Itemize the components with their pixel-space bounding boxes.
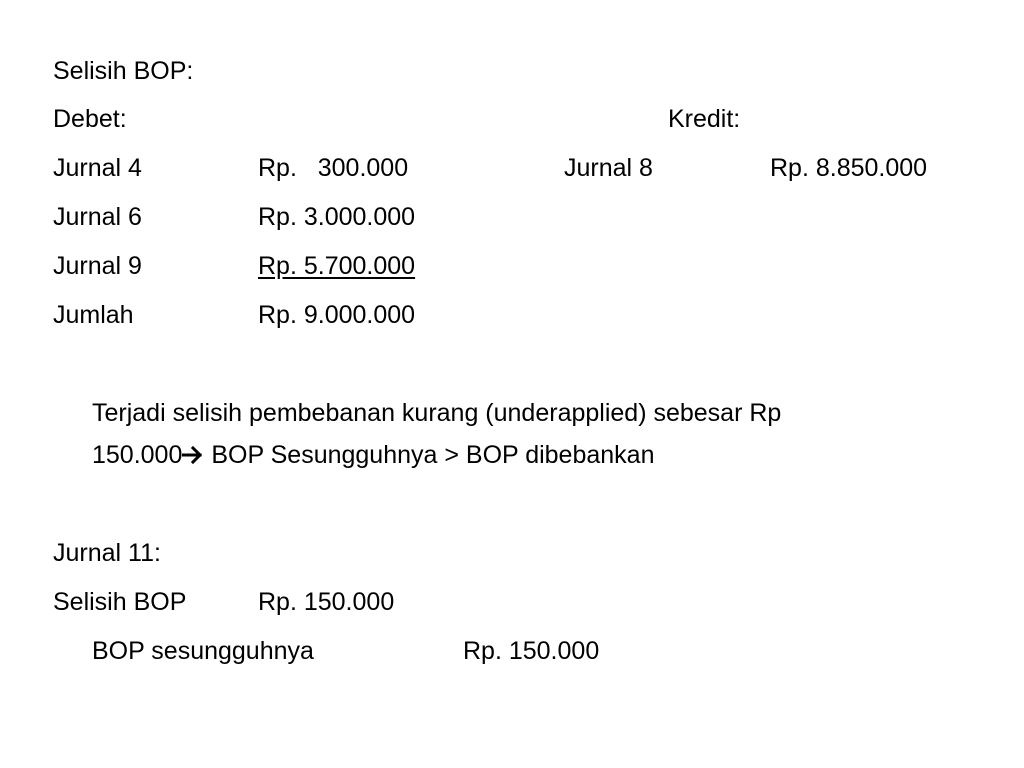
debet-row-label: Jurnal 4 — [53, 154, 142, 182]
note-line-2 — [92, 440, 655, 470]
journal11-debit-amount: Rp. 150.000 — [258, 588, 395, 616]
journal11-debit-label: Selisih BOP — [53, 588, 187, 616]
debet-label: Debet: — [53, 105, 127, 133]
journal11-credit-amount: Rp. 150.000 — [463, 637, 600, 665]
debet-row-label: Jurnal 9 — [53, 252, 142, 280]
note-text: BOP Sesungguhnya > BOP dibebankan — [204, 441, 655, 469]
debet-row-amount: Rp. 300.000 — [258, 154, 409, 182]
journal11-credit-label: BOP sesungguhnya — [92, 637, 314, 665]
journal11-title: Jurnal 11: — [53, 539, 161, 567]
kredit-row-label: Jurnal 8 — [564, 154, 653, 182]
kredit-label: Kredit: — [668, 105, 741, 133]
total-label: Jumlah — [53, 301, 134, 329]
debet-row-amount: Rp. 5.700.000 — [258, 252, 416, 280]
debet-row-amount: Rp. 3.000.000 — [258, 203, 416, 231]
kredit-row-amount: Rp. 8.850.000 — [770, 154, 928, 182]
note-line-1: Terjadi selisih pembebanan kurang (underapplied) sebesar Rp — [92, 399, 782, 427]
heading: Selisih BOP: — [53, 57, 194, 85]
right-arrow-icon — [182, 440, 204, 470]
debet-row-label: Jurnal 6 — [53, 203, 142, 231]
total-amount: Rp. 9.000.000 — [258, 301, 416, 329]
note-amount: 150.000 — [92, 441, 183, 469]
